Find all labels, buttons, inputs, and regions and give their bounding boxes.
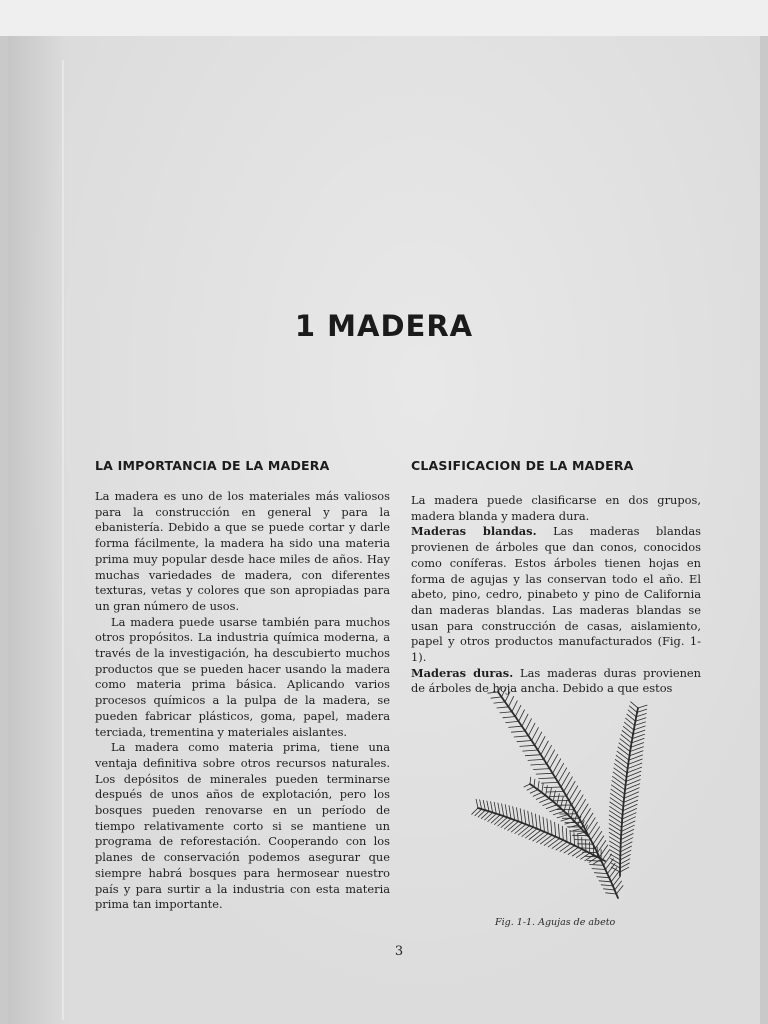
needle-stroke (560, 844, 571, 852)
needle-stroke (595, 836, 604, 849)
needle-stroke (542, 783, 543, 792)
right-column (411, 458, 701, 697)
needle-stroke (620, 867, 629, 872)
needle-stroke (558, 824, 559, 838)
needle-stroke (527, 787, 534, 790)
needle-stroke (599, 845, 607, 857)
needle-stroke (577, 799, 586, 813)
needle-stroke (611, 867, 620, 872)
needle-stroke (611, 785, 624, 794)
paragraph: La madera puede usarse también para muchos otros propósitos. La industria química moderna, a través de la investigación, ha descubierto muchos productos que se pueden hacer usando la madera como materia prima básica. Aplicando varios procesos químicos a la pulpa de la madera, se pueden fabricar plásticos, goma, papel, madera terciada, trementina y materiales aislantes. (95, 614, 390, 739)
needle-stroke (536, 796, 545, 800)
needle-stroke (502, 804, 504, 816)
page-number: 3 (394, 944, 404, 959)
needle-stroke (609, 828, 621, 835)
needle-stroke (544, 787, 561, 788)
needle-stroke (532, 728, 539, 741)
needle-stroke (610, 798, 623, 807)
needle-stroke (476, 799, 478, 808)
needle-stroke (561, 772, 570, 787)
needle-stroke (515, 824, 526, 833)
needle-stroke (620, 739, 631, 747)
needle-stroke (593, 831, 602, 844)
needle-stroke (533, 832, 545, 841)
needle-stroke (609, 815, 622, 823)
needle-stroke (523, 750, 538, 751)
needle-stroke (604, 854, 612, 865)
needle-stroke (612, 781, 625, 790)
needle-stroke (533, 793, 542, 797)
needle-stroke (526, 829, 538, 838)
needle-stroke (617, 751, 629, 760)
needle-stroke (530, 790, 538, 794)
needle-stroke (491, 697, 502, 698)
needle-stroke (582, 809, 591, 823)
needle-stroke (614, 768, 627, 777)
needle-stroke (498, 692, 502, 697)
needle-stroke (522, 827, 533, 836)
needle-stroke (630, 747, 643, 752)
needle-stroke (537, 833, 549, 842)
needle-stroke (599, 881, 611, 882)
needle-stroke (541, 782, 558, 783)
needle-stroke (539, 778, 556, 779)
needle-stroke (498, 803, 500, 815)
needle-stroke (606, 893, 617, 894)
needle-stroke (591, 827, 600, 840)
needle-stroke (487, 801, 489, 811)
needle-stroke (629, 706, 637, 713)
needle-stroke (500, 712, 512, 713)
needle-stroke (503, 717, 516, 718)
needle-stroke (569, 786, 578, 801)
needle-stroke (615, 760, 627, 769)
needle-stroke (502, 697, 506, 702)
needle-stroke (532, 813, 534, 828)
needle-stroke (546, 786, 548, 796)
needle-stroke (543, 802, 553, 806)
needle-stroke (638, 705, 647, 708)
needle-stroke (519, 710, 525, 722)
needle-stroke (578, 835, 579, 848)
paragraph-softwood (411, 524, 701, 665)
needle-stroke (485, 813, 493, 821)
needle-stroke (574, 833, 575, 846)
needle-stroke (579, 804, 588, 818)
needle-stroke (609, 819, 621, 827)
needle-stroke (505, 805, 507, 818)
needle-stroke (543, 817, 545, 832)
needle-stroke (586, 818, 595, 832)
needle-stroke (610, 806, 623, 815)
needle-stroke (622, 817, 636, 823)
fir-branch-illustration (470, 686, 660, 906)
needle-stroke (494, 702, 505, 703)
needle-stroke (538, 781, 539, 790)
needle-stroke (530, 784, 534, 787)
needle-stroke (533, 769, 549, 770)
needle-stroke (593, 859, 601, 864)
needle-stroke (615, 764, 628, 773)
needle-stroke (491, 802, 493, 813)
needle-stroke (547, 819, 548, 834)
needle-stroke (621, 735, 632, 743)
softwood-text: Las maderas blandas provienen de árboles que dan conos, conocidos como coníferas. Estos árboles tienen hojas en forma de agujas y las conservan todo el año. El abeto, pino, cedro, pinabeto y pino de California dan maderas blandas. Las maderas blandas se usan para construcción de casas, aislamiento, papel y otros productos manufacturados (Fig. 1-1). (411, 524, 702, 665)
needle-stroke (509, 806, 511, 819)
needle-stroke (491, 815, 500, 823)
section-heading-classification: CLASIFICACION DE LA MADERA (411, 458, 634, 473)
needle-stroke (531, 764, 547, 765)
needle-stroke (609, 811, 622, 819)
needle-stroke (539, 816, 541, 831)
needle-stroke (546, 805, 557, 809)
needle-stroke (530, 777, 531, 784)
needle-stroke (613, 776, 626, 785)
needle-stroke (635, 722, 646, 726)
needle-stroke (623, 809, 637, 815)
needle-stroke (631, 702, 638, 708)
needle-stroke (540, 799, 550, 803)
needle-stroke (622, 731, 632, 739)
needle-stroke (555, 822, 556, 836)
needle-stroke (534, 779, 535, 787)
needle-stroke (509, 696, 514, 707)
needle-stroke (577, 832, 585, 834)
needle-stroke (632, 738, 645, 743)
needle-stroke (584, 813, 593, 827)
needle-stroke (525, 755, 541, 756)
needle-stroke (604, 889, 615, 890)
needle-stroke (633, 730, 645, 734)
needle-stroke (535, 814, 537, 829)
needle-stroke (548, 838, 559, 847)
needle-stroke (566, 781, 575, 796)
needle-stroke (497, 707, 509, 708)
needle-stroke (513, 807, 515, 821)
needle-stroke (557, 794, 559, 805)
needle-stroke (590, 865, 604, 866)
needle-stroke (572, 790, 581, 805)
needle-stroke (564, 846, 575, 853)
needle-stroke (512, 701, 517, 712)
needle-stroke (594, 873, 607, 874)
needle-stroke (630, 751, 644, 756)
needle-stroke (637, 708, 638, 712)
needle-stroke (551, 821, 552, 836)
needle-stroke (494, 802, 496, 813)
needle-stroke (636, 714, 646, 717)
needle-stroke (566, 828, 567, 842)
fir-branch-svg (470, 686, 660, 906)
needle-stroke (611, 793, 624, 802)
needle-stroke (509, 726, 522, 727)
needle-stroke (504, 820, 514, 829)
needle-stroke (540, 835, 552, 844)
needle-stroke (609, 837, 620, 844)
section-heading-importance: LA IMPORTANCIA DE LA MADERA (95, 458, 330, 473)
needle-stroke (498, 817, 508, 826)
left-column (95, 458, 390, 913)
needle-stroke (501, 819, 511, 828)
needle-stroke (573, 829, 581, 831)
needle-stroke (536, 773, 553, 774)
hardwood-text: Las maderas duras provienen de árboles de hoja ancha. Debido a que estos (411, 665, 701, 696)
needle-stroke (631, 743, 644, 748)
needle-stroke (634, 726, 645, 730)
needle-stroke (498, 686, 502, 692)
needle-stroke (524, 810, 526, 824)
needle-stroke (538, 737, 545, 751)
needle-stroke (622, 813, 636, 819)
needle-stroke (502, 687, 507, 697)
scan-background (0, 0, 768, 36)
needle-stroke (478, 808, 482, 809)
needle-stroke (601, 885, 613, 886)
needle-stroke (609, 832, 621, 839)
needle-stroke (522, 714, 528, 726)
page-gutter (62, 60, 64, 1020)
needle-stroke (525, 719, 531, 731)
needle-stroke (619, 743, 630, 752)
needle-stroke (597, 841, 606, 853)
needle-stroke (514, 736, 528, 737)
paragraph: La madera puede clasificarse en dos grupos, madera blanda y madera dura. (411, 493, 701, 523)
paragraph: La madera es uno de los materiales más valiosos para la construcción en general y para la ebanistería. Debido a que se puede cortar y darle forma fácilmente, la madera ha sido una materia prima muy popular desde hace miles de años. Hay muchas variedades de madera, con diferentes texturas, vetas y colores que son apropiadas para un gran número de usos. (95, 489, 390, 613)
needle-stroke (556, 842, 567, 850)
needle-stroke (494, 816, 503, 824)
needle-stroke (549, 796, 566, 797)
needle-stroke (564, 777, 573, 792)
needle-stroke (549, 788, 551, 798)
needle-stroke (611, 789, 624, 798)
needle-stroke (609, 824, 621, 832)
chapter-title: 1 MADERA (294, 309, 474, 344)
needle-stroke (618, 747, 630, 756)
needle-stroke (528, 811, 530, 826)
needle-stroke (589, 857, 597, 863)
needle-stroke (511, 731, 525, 732)
needle-stroke (610, 802, 623, 811)
needle-stroke (517, 741, 532, 742)
needle-stroke (528, 759, 544, 760)
needle-stroke (520, 809, 522, 823)
needle-stroke (561, 797, 564, 808)
needle-stroke (488, 692, 498, 693)
needle-stroke (535, 732, 542, 745)
needle-stroke (488, 814, 497, 822)
needle-stroke (515, 705, 521, 716)
needle-stroke (520, 745, 535, 746)
needle-stroke (544, 837, 556, 846)
needle-stroke (505, 692, 510, 702)
needle-stroke (613, 772, 626, 781)
needle-stroke (508, 821, 519, 830)
term-softwood: Maderas blandas. (411, 524, 537, 539)
needle-stroke (574, 795, 583, 810)
needle-stroke (562, 826, 563, 840)
needle-stroke (483, 800, 485, 810)
needle-stroke (517, 808, 519, 822)
term-hardwood: Maderas duras. (411, 665, 514, 680)
needle-stroke (635, 718, 646, 722)
needle-stroke (632, 734, 644, 738)
needle-stroke (524, 784, 530, 787)
needle-stroke (623, 800, 637, 806)
needle-stroke (589, 822, 598, 836)
needle-stroke (557, 815, 568, 818)
needle-stroke (511, 823, 522, 832)
needle-stroke (616, 755, 628, 764)
needle-stroke (597, 877, 610, 878)
paragraph: La madera como materia prima, tiene una ventaja definitiva sobre otros recursos naturales. Los depósitos de minerales pueden terminarse después de unos años de explotación, pero los bosques pueden renovarse en un período de tiempo relativamente corto si se mantiene un programa de reforestación. Cooperando con los planes de conservación podemos asegurar que siempre habrá bosques para hermosear nuestro país y para surtir a la industria con esta materia prima tan importante. (95, 740, 390, 912)
needle-stroke (506, 721, 519, 722)
needle-stroke (568, 847, 578, 854)
needle-stroke (529, 830, 541, 839)
needle-stroke (528, 723, 535, 736)
needle-stroke (623, 804, 637, 810)
needle-stroke (552, 840, 563, 848)
needle-stroke (518, 826, 529, 835)
needle-stroke (505, 702, 509, 707)
figure-caption: Fig. 1-1. Agujas de abeto (495, 917, 616, 928)
needle-stroke (622, 821, 635, 827)
needle-stroke (570, 830, 571, 843)
needle-stroke (582, 837, 583, 849)
needle-stroke (592, 869, 605, 870)
